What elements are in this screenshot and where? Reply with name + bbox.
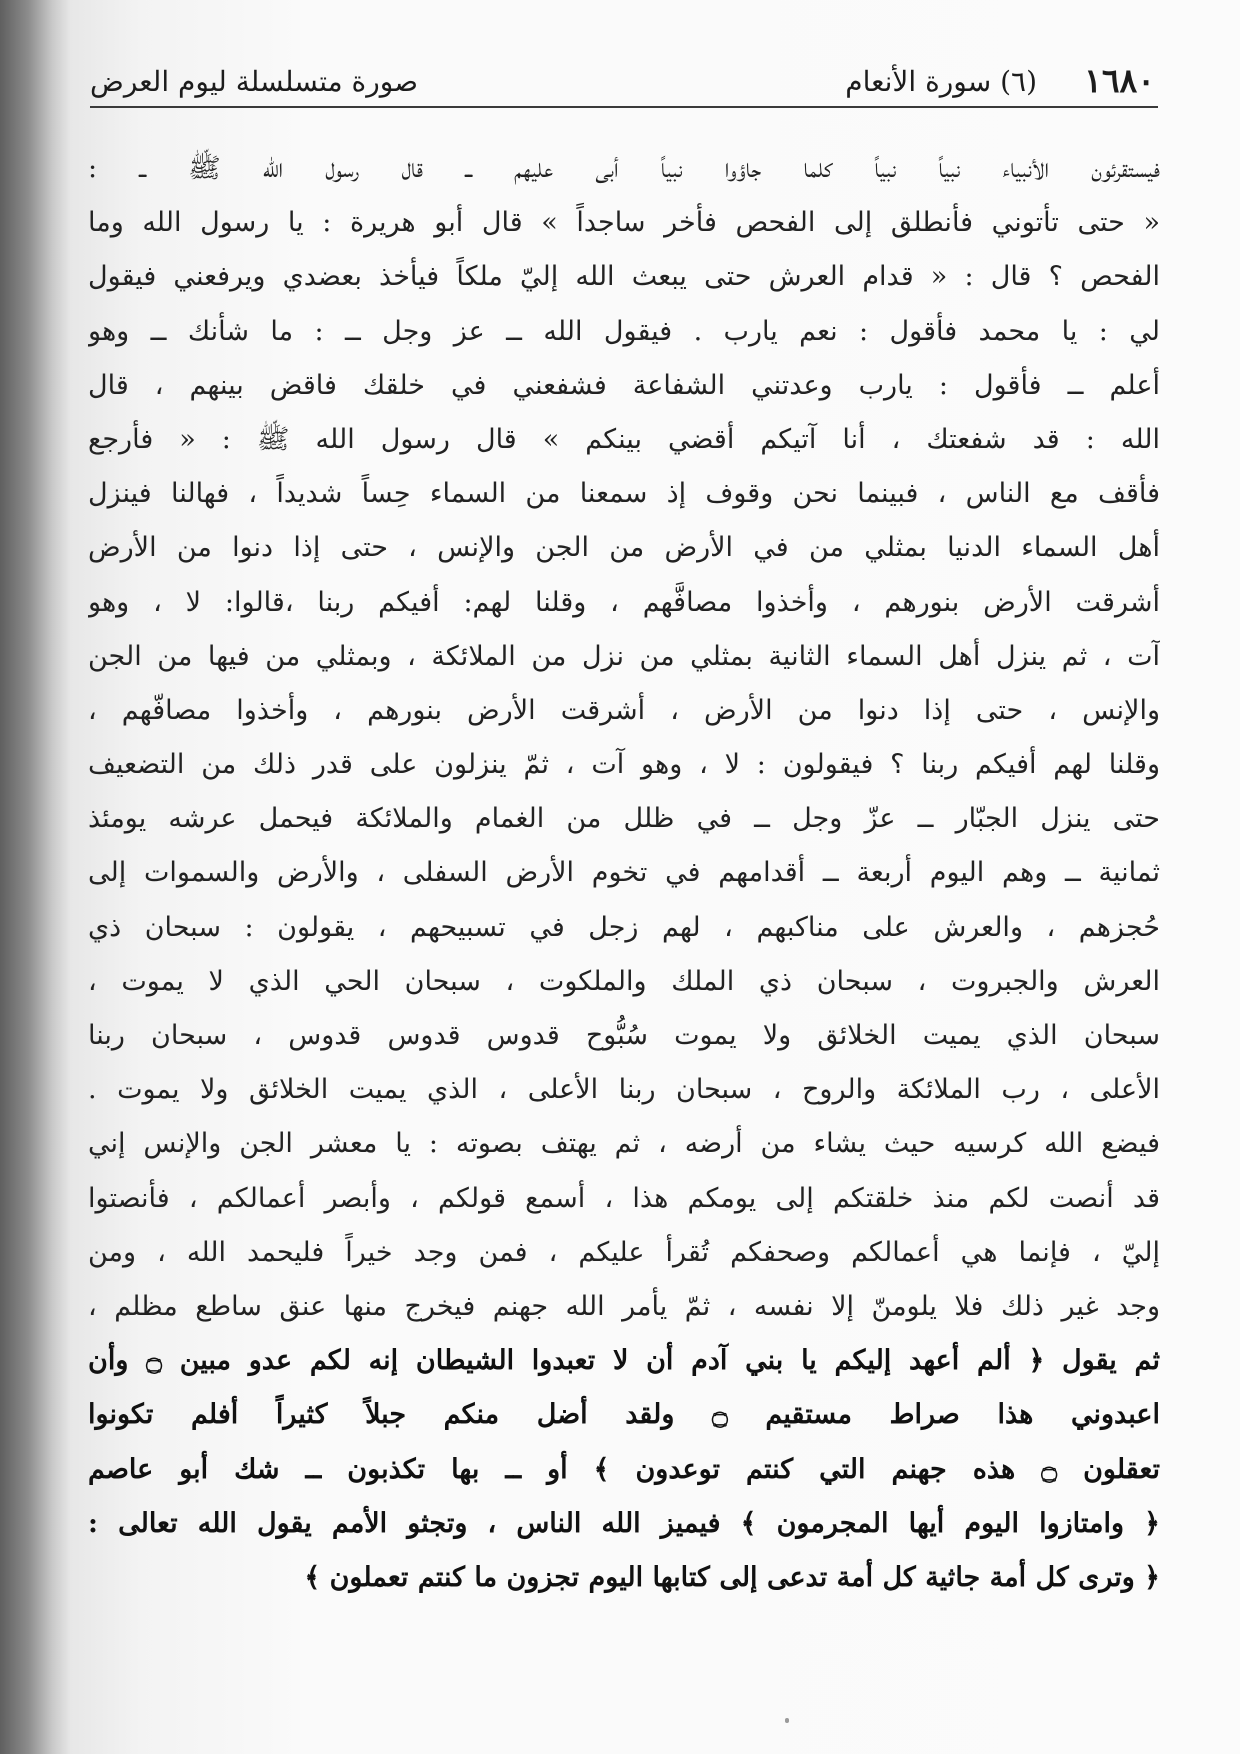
- text-line: « حتى تأتوني فأنطلق إلى الفحص فأخر ساجداً » قال أبو هريرة : يا رسول الله وما: [88, 207, 1160, 239]
- text-line: ﴿ وامتازوا اليوم أيها المجرمون ﴾ فيميز الله الناس ، وتجثو الأمم يقول الله تعالى :: [88, 1507, 1160, 1539]
- text-line: سبحان الذي يميت الخلائق ولا يموت سُبُّوح قدوس قدوس قدوس ، سبحان ربنا: [88, 1020, 1160, 1051]
- text-line: فأقف مع الناس ، فبينما نحن وقوف إذ سمعنا من السماء حِساً شديداً ، فهالنا فينزل: [88, 478, 1160, 510]
- text-line: قد أنصت لكم منذ خلقتكم إلى يومكم هذا ، أسمع قولكم ، وأبصر أعمالكم ، فأنصتوا: [88, 1182, 1160, 1214]
- text-line: وجد غير ذلك فلا يلومنّ إلا نفسه ، ثمّ يأمر الله جهنم فيخرج منها عنق ساطع مظلم ،: [88, 1290, 1160, 1322]
- text-line: أشرقت الأرض بنورهم ، وأخذوا مصافَّهم ، وقلنا لهم: أفيكم ربنا ،قالوا: لا ، وهو: [88, 586, 1160, 618]
- binding-gutter-shadow: [0, 0, 70, 1754]
- text-line: أعلم ــ فأقول : يارب وعدتني الشفاعة فشفعني في خلقك فاقض بينهم ، قال: [88, 369, 1160, 401]
- text-line: فيستقرئون الأنبياء نبياً نبياً كلما جاؤوا نبياً أبى عليهم ــ قال رسول الله ﷺ ــ :: [88, 153, 1160, 184]
- text-line: ﴿ وترى كل أمة جاثية كل أمة تدعى إلى كتابها اليوم تجزون ما كنتم تعملون ﴾: [304, 1561, 1160, 1593]
- text-line: العرش والجبروت ، سبحان ذي الملك والملكوت ، سبحان الحي الذي لا يموت ،: [88, 965, 1160, 997]
- text-line: اعبدوني هذا صراط مستقيم ۝ ولقد أضل منكم جبلاً كثيراً أفلم تكونوا: [88, 1399, 1160, 1431]
- text-line: أهل السماء الدنيا بمثلي من في الأرض من الجن والإنس ، حتى إذا دنوا من الأرض: [88, 532, 1160, 564]
- text-line: والإنس ، حتى إذا دنوا من الأرض ، أشرقت الأرض بنورهم ، وأخذوا مصافّهم ،: [88, 694, 1160, 726]
- running-title: صورة متسلسلة ليوم العرض: [90, 65, 418, 98]
- header-divider: [90, 106, 1158, 108]
- sura-label: (٦) سورة الأنعام: [845, 65, 1037, 98]
- text-line: وقلنا لهم أفيكم ربنا ؟ فيقولون : لا ، وهو آت ، ثمّ ينزلون على قدر ذلك من التضعيف: [88, 749, 1160, 781]
- text-line: ثمانية ــ وهم اليوم أربعة ــ أقدامهم في تخوم الأرض السفلى ، والأرض والسموات إلى: [88, 857, 1160, 889]
- page-number: ١٦٨٠: [1084, 61, 1155, 100]
- text-line: لي : يا محمد فأقول : نعم يارب . فيقول الله ــ عز وجل ــ : ما شأنك ــ وهو: [88, 315, 1160, 347]
- body-text: [88, 142, 1160, 1605]
- text-line: آت ، ثم ينزل أهل السماء الثانية بمثلي من نزل من الملائكة ، وبمثلي من فيها من الجن: [88, 640, 1160, 672]
- page-header: [90, 55, 1155, 107]
- text-line: حُجزهم ، والعرش على مناكبهم ، لهم زجل في تسبيحهم ، يقولون : سبحان ذي: [88, 911, 1160, 943]
- text-line: ثم يقول ﴿ ألم أعهد إليكم يا بني آدم أن لا تعبدوا الشيطان إنه لكم عدو مبين ۝ وأن: [88, 1345, 1160, 1377]
- text-line: الأعلى ، رب الملائكة والروح ، سبحان ربنا الأعلى ، الذي يميت الخلائق ولا يموت .: [88, 1074, 1160, 1106]
- text-line: الفحص ؟ قال : « قدام العرش حتى يبعث الله إليّ ملكاً فيأخذ بعضدي ويرفعني فيقول: [88, 261, 1160, 293]
- book-page: [70, 0, 1240, 1754]
- text-line: إليّ ، فإنما هي أعمالكم وصحفكم تُقرأ عليكم ، فمن وجد خيراً فليحمد الله ، ومن: [88, 1236, 1160, 1268]
- print-speck: [785, 1718, 789, 1723]
- text-line: حتى ينزل الجبّار ــ عزّ وجل ــ في ظلل من الغمام والملائكة فيحمل عرشه يومئذ: [88, 803, 1160, 835]
- text-line: الله : قد شفعتك ، أنا آتيكم أقضي بينكم » قال رسول الله ﷺ : « فأرجع: [88, 423, 1160, 455]
- text-line: فيضع الله كرسيه حيث يشاء من أرضه ، ثم يهتف بصوته : يا معشر الجن والإنس إني: [88, 1128, 1160, 1160]
- text-line: تعقلون ۝ هذه جهنم التي كنتم توعدون ﴾ أو ــ بها تكذبون ــ شك أبو عاصم: [88, 1453, 1160, 1485]
